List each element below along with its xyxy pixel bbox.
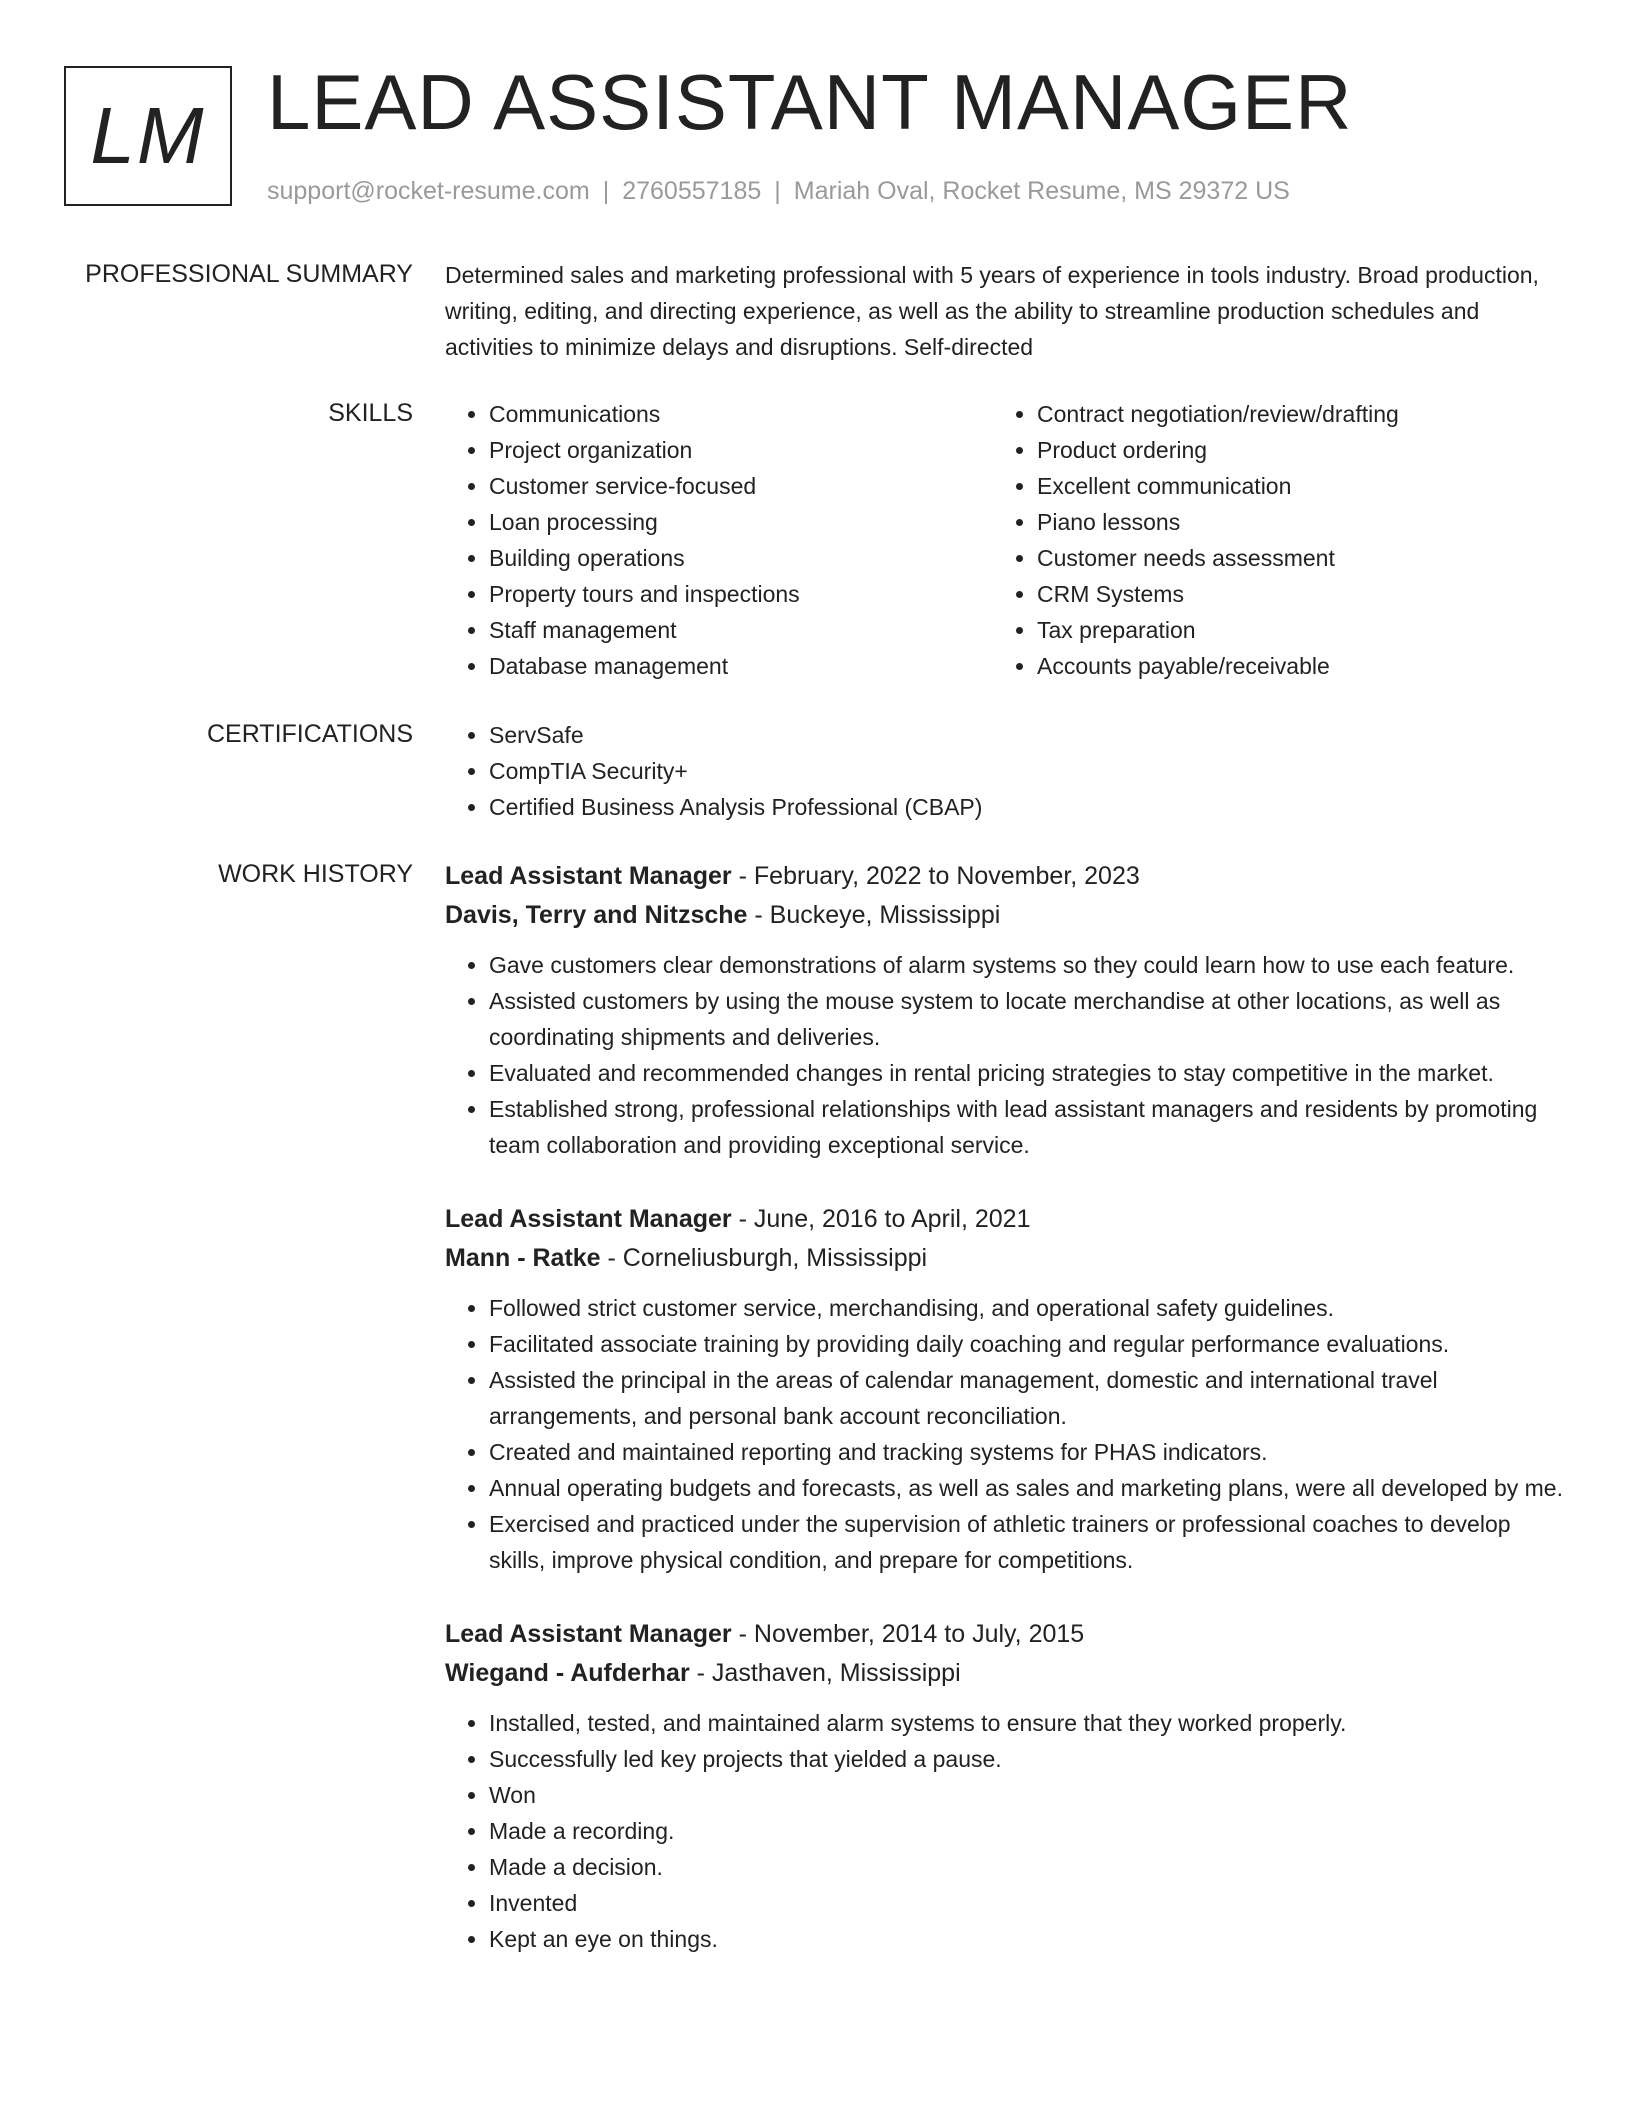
- skills-column-right: [993, 396, 1541, 684]
- job-company: Davis, Terry and Nitzsche: [445, 901, 748, 929]
- job-bullets: [445, 1705, 1570, 1957]
- list-item: • Contract negotiation/review/drafting: [1037, 396, 1541, 432]
- skills-list: [993, 396, 1541, 684]
- list-item: • Successfully led key projects that yielded a pause.: [489, 1741, 1570, 1777]
- list-item: • CompTIA Security+: [489, 753, 1570, 789]
- skills-list: [445, 396, 993, 684]
- list-item: • Customer service-focused: [489, 468, 993, 504]
- list-item: • Established strong, professional relationships with lead assistant managers and residents by promoting team collaboration and providing exceptional service.: [489, 1091, 1570, 1163]
- job-company-line: [445, 1654, 1570, 1693]
- list-item: • Annual operating budgets and forecasts, as well as sales and marketing plans, were all developed by me.: [489, 1470, 1570, 1506]
- list-item: • Customer needs assessment: [1037, 540, 1541, 576]
- job-title-line: [445, 857, 1570, 896]
- list-item: • Accounts payable/receivable: [1037, 648, 1541, 684]
- job-title-line: [445, 1615, 1570, 1654]
- list-item: • Piano lessons: [1037, 504, 1541, 540]
- job-location: - Jasthaven, Mississippi: [689, 1659, 961, 1687]
- contact-separator: |: [602, 177, 610, 205]
- list-item: • Facilitated associate training by providing daily coaching and regular performance evaluations.: [489, 1326, 1570, 1362]
- list-item: • Product ordering: [1037, 432, 1541, 468]
- job-bullets: [445, 947, 1570, 1163]
- list-item: • Installed, tested, and maintained alarm systems to ensure that they worked properly.: [489, 1705, 1570, 1741]
- job-title: Lead Assistant Manager: [445, 1620, 732, 1648]
- page-title: LEAD ASSISTANT MANAGER: [267, 58, 1353, 146]
- list-item: • Project organization: [489, 432, 993, 468]
- monogram-logo: LM: [64, 66, 232, 206]
- certifications-list: [445, 717, 1570, 825]
- list-item: • Created and maintained reporting and tracking systems for PHAS indicators.: [489, 1434, 1570, 1470]
- section-label-skills: SKILLS: [328, 399, 413, 427]
- list-item: • Building operations: [489, 540, 993, 576]
- contact-address: Mariah Oval, Rocket Resume, MS 29372 US: [793, 177, 1290, 205]
- list-item: • CRM Systems: [1037, 576, 1541, 612]
- job-dates: - November, 2014 to July, 2015: [731, 1620, 1085, 1648]
- list-item: • Property tours and inspections: [489, 576, 993, 612]
- list-item: • Assisted the principal in the areas of calendar management, domestic and international travel arrangements, and personal bank account reconciliation.: [489, 1362, 1570, 1434]
- list-item: • ServSafe: [489, 717, 1570, 753]
- section-label-work-history: WORK HISTORY: [218, 860, 413, 888]
- skills-section: [445, 396, 1570, 684]
- list-item: • Followed strict customer service, merchandising, and operational safety guidelines.: [489, 1290, 1570, 1326]
- list-item: • Database management: [489, 648, 993, 684]
- job-entry: [445, 1200, 1570, 1578]
- job-title-line: [445, 1200, 1570, 1239]
- list-item: • Invented: [489, 1885, 1570, 1921]
- job-bullets: [445, 1290, 1570, 1578]
- list-item: • Communications: [489, 396, 993, 432]
- job-location: - Buckeye, Mississippi: [747, 901, 1001, 929]
- list-item: • Won: [489, 1777, 1570, 1813]
- job-company: Mann - Ratke: [445, 1244, 601, 1272]
- job-title: Lead Assistant Manager: [445, 862, 732, 890]
- job-entry: [445, 857, 1570, 1163]
- list-item: • Tax preparation: [1037, 612, 1541, 648]
- job-location: - Corneliusburgh, Mississippi: [600, 1244, 928, 1272]
- summary-text: Determined sales and marketing professional with 5 years of experience in tools industry. Broad production, writing, editing, and directing experience, as well as the ability to streamline production schedules and activities to minimize delays and disruptions. Self-directed: [445, 262, 1539, 360]
- list-item: • Exercised and practiced under the supervision of athletic trainers or professional coaches to develop skills, improve physical condition, and prepare for competitions.: [489, 1506, 1570, 1578]
- contact-phone: 2760557185: [622, 177, 762, 205]
- list-item: • Staff management: [489, 612, 993, 648]
- list-item: • Gave customers clear demonstrations of alarm systems so they could learn how to use each feature.: [489, 947, 1570, 983]
- contact-email: support@rocket-resume.com: [267, 177, 590, 205]
- certifications-section: [445, 717, 1570, 825]
- list-item: • Assisted customers by using the mouse system to locate merchandise at other locations, as well as coordinating shipments and deliveries.: [489, 983, 1570, 1055]
- list-item: • Made a recording.: [489, 1813, 1570, 1849]
- section-label-certifications: CERTIFICATIONS: [206, 720, 413, 748]
- list-item: • Excellent communication: [1037, 468, 1541, 504]
- section-label-summary: PROFESSIONAL SUMMARY: [85, 260, 413, 288]
- list-item: • Certified Business Analysis Professional (CBAP): [489, 789, 1570, 825]
- job-dates: - June, 2016 to April, 2021: [731, 1205, 1031, 1233]
- work-history-section: [445, 857, 1570, 1994]
- list-item: • Made a decision.: [489, 1849, 1570, 1885]
- list-item: • Kept an eye on things.: [489, 1921, 1570, 1957]
- job-company-line: [445, 1239, 1570, 1278]
- job-company: Wiegand - Aufderhar: [445, 1659, 690, 1687]
- skills-column-left: [445, 396, 993, 684]
- job-entry: [445, 1615, 1570, 1957]
- job-title: Lead Assistant Manager: [445, 1205, 732, 1233]
- contact-separator: |: [774, 177, 781, 205]
- list-item: • Evaluated and recommended changes in rental pricing strategies to stay competitive in the market.: [489, 1055, 1570, 1091]
- contact-line: [267, 174, 1290, 208]
- job-company-line: [445, 896, 1570, 935]
- list-item: • Loan processing: [489, 504, 993, 540]
- job-dates: - February, 2022 to November, 2023: [731, 862, 1140, 890]
